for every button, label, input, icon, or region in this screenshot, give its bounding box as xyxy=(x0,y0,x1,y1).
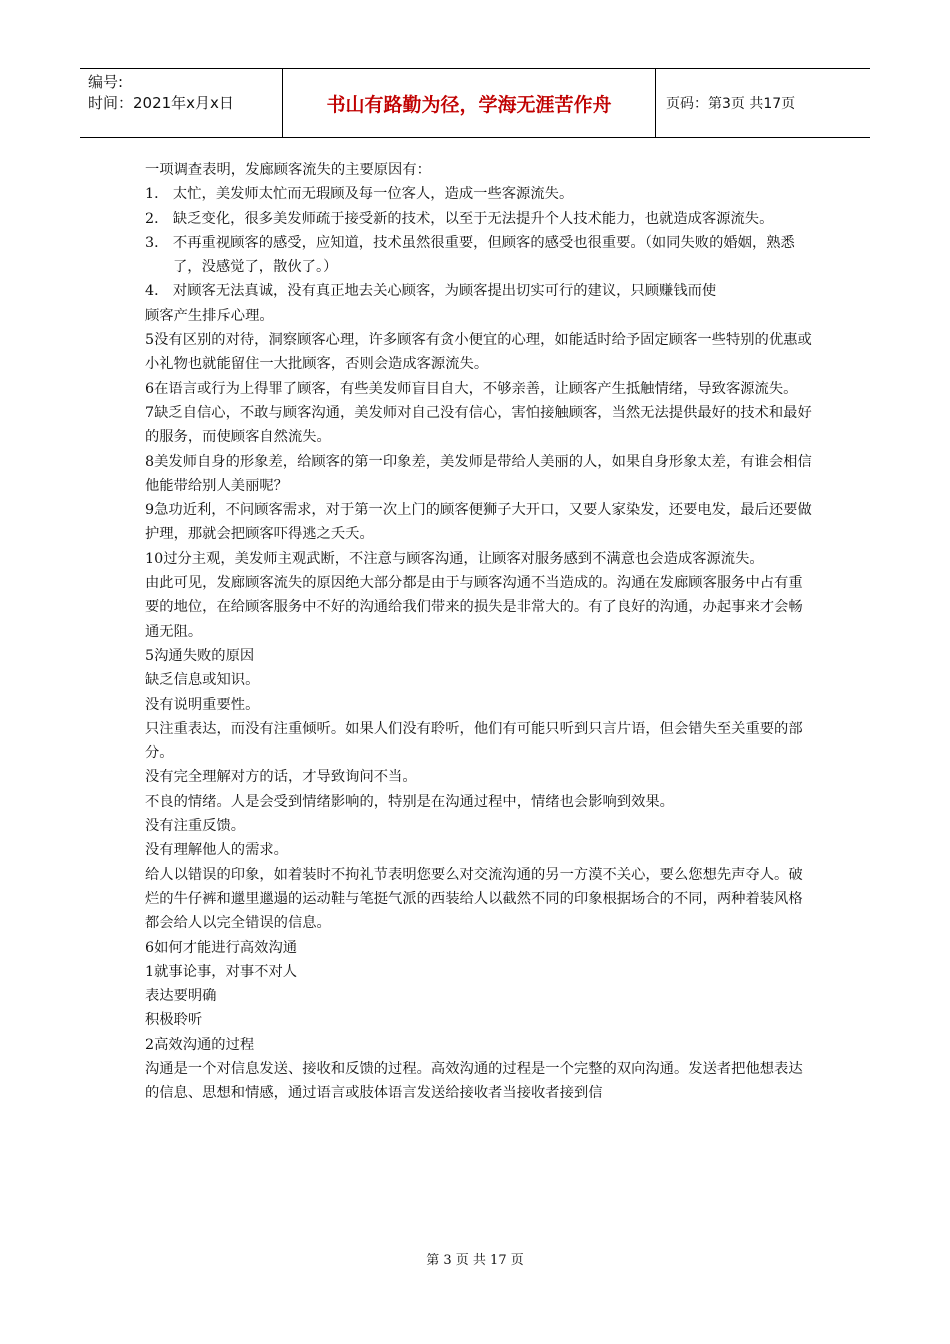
list-item: 2． 缺乏变化，很多美发师疏于接受新的技术，以至于无法提升个人技术能力，也就造成客源流失。 xyxy=(145,210,774,227)
section-heading: 6如何才能进行高效沟通 xyxy=(145,939,298,956)
paragraph: 沟通是一个对信息发送、接收和反馈的过程。高效沟通的过程是一个完整的双向沟通。发送者把他想表达的信息、思想和情感，通过语言或肢体语言发送给接收者当接收者接到信 xyxy=(145,1060,803,1102)
list-item: 3． 不再重视顾客的感受，应知道，技术虽然很重要，但顾客的感受也很重要。（如同失败的婚姻，熟悉了，没感觉了，散伙了。） xyxy=(145,234,795,276)
paragraph: 7缺乏自信心，不敢与顾客沟通，美发师对自己没有信心，害怕接触顾客，当然无法提供最好的技术和最好的服务，而使顾客自然流失。 xyxy=(145,404,812,446)
paragraph: 由此可见，发廊顾客流失的原因绝大部分都是由于与顾客沟通不当造成的。沟通在发廊顾客服务中占有重要的地位，在给顾客服务中不好的沟通给我们带来的损失是非常大的。有了良好的沟通，办起事来才会畅通无阻。 xyxy=(145,575,803,640)
paragraph: 缺乏信息或知识。 xyxy=(145,672,260,689)
paragraph: 积极聆听 xyxy=(145,1012,203,1029)
paragraph: 8美发师自身的形象差，给顾客的第一印象差，美发师是带给人美丽的人，如果自身形象太差，有谁会相信他能带给别人美丽呢？ xyxy=(145,453,812,494)
paragraph: 表达要明确 xyxy=(145,988,217,1005)
paragraph: 1就事论事，对事不对人 xyxy=(145,963,298,980)
paragraph: 2高效沟通的过程 xyxy=(145,1036,255,1053)
number-label: 编号: xyxy=(88,73,124,91)
page-header xyxy=(80,68,870,138)
paragraph: 没有理解他人的需求。 xyxy=(145,842,288,859)
header-motto: 书山有路勤为径，学海无涯苦作舟 xyxy=(283,69,656,137)
document-body xyxy=(145,158,815,1106)
section-heading: 5沟通失败的原因 xyxy=(145,647,255,664)
page-footer: 第 3 页 共 17 页 xyxy=(426,1253,524,1268)
paragraph: 只注重表达，而没有注重倾听。如果人们没有聆听，他们有可能只听到只言片语，但会错失至关重要的部分。 xyxy=(145,720,803,762)
time-label: 时间：2021年x月x日 xyxy=(88,94,234,112)
paragraph: 5没有区别的对待，洞察顾客心理，许多顾客有贪小便宜的心理，如能适时给予固定顾客一些特别的优惠或小礼物也就能留住一大批顾客，否则会造成客源流失。 xyxy=(145,332,812,373)
paragraph: 没有完全理解对方的话，才导致询问不当。 xyxy=(145,769,417,786)
list-item: 1． 太忙，美发师太忙而无瑕顾及每一位客人，造成一些客源流失。 xyxy=(145,186,574,203)
paragraph: 没有注重反馈。 xyxy=(145,818,246,835)
paragraph: 9急功近利，不问顾客需求，对于第一次上门的顾客便狮子大开口，又要人家染发，还要电发，最后还要做护理，那就会把顾客吓得逃之夭夭。 xyxy=(145,502,812,543)
paragraph: 给人以错误的印象，如着装时不拘礼节表明您要么对交流沟通的另一方漠不关心，要么您想先声夺人。破烂的牛仔裤和邋里邋遢的运动鞋与笔挺气派的西装给人以截然不同的印象根据场合的不同，两种着装风格都会给人以完全错误的信息。 xyxy=(145,866,803,932)
paragraph: 没有说明重要性。 xyxy=(145,696,260,713)
header-page-number: 页码：第3页 共17页 xyxy=(666,96,796,112)
list-item: 4． 对顾客无法真诚，没有真正地去关心顾客，为顾客提出切实可行的建议，只顾赚钱而使 xyxy=(145,283,717,300)
paragraph: 6在语言或行为上得罪了顾客，有些美发师盲目自大，不够亲善，让顾客产生抵触情绪，导致客源流失。 xyxy=(145,380,798,397)
paragraph: 一项调查表明，发廊顾客流失的主要原因有： xyxy=(145,162,431,178)
paragraph: 顾客产生排斥心理。 xyxy=(145,307,274,324)
header-meta xyxy=(80,69,283,137)
paragraph: 10过分主观，美发师主观武断，不注意与顾客沟通，让顾客对服务感到不满意也会造成客源流失。 xyxy=(145,550,764,567)
paragraph: 不良的情绪。人是会受到情绪影响的，特别是在沟通过程中，情绪也会影响到效果。 xyxy=(145,793,674,810)
